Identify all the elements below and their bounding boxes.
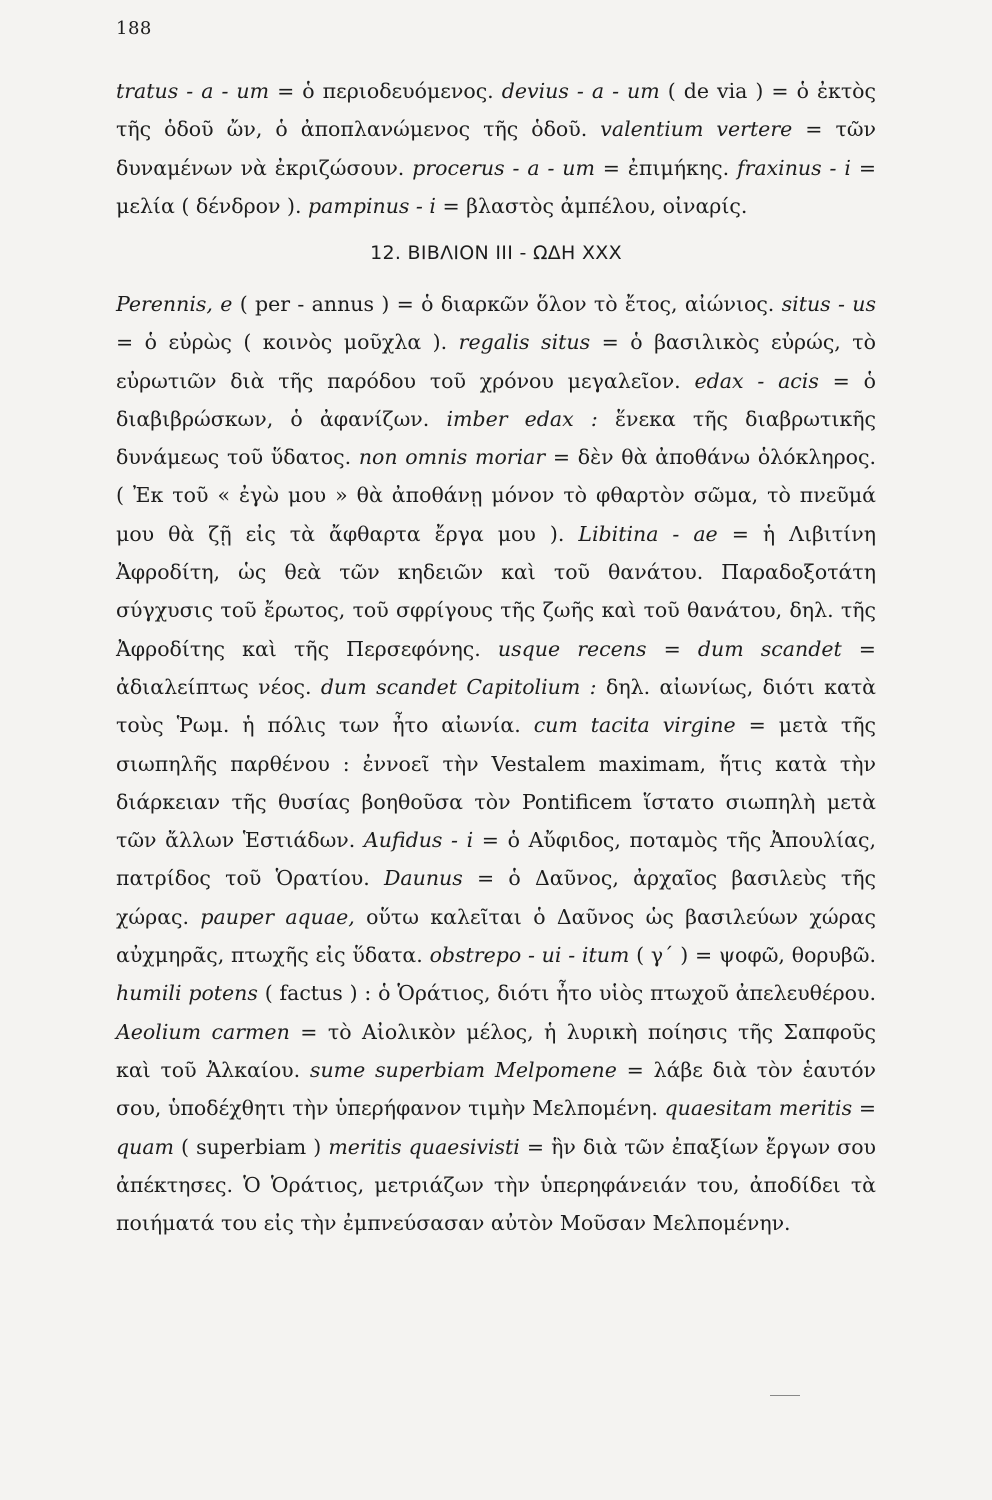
latin-term: devius - a - um	[501, 79, 660, 103]
latin-term: Libitina - ae	[578, 521, 718, 546]
latin-term: imber edax :	[446, 406, 598, 431]
latin-term: usque recens = dum scandet	[497, 636, 842, 661]
latin-term: fraxinus - i	[736, 155, 851, 180]
greek-gloss: = τὸ Αἰολικὸν μέλος, ἡ λυρικὴ ποίησις τῆς Σαπφοῦς καὶ τοῦ Ἀλκαίου.	[116, 1019, 876, 1082]
latin-term: meritis quaesivisti	[328, 1134, 520, 1159]
scan-mark	[770, 1395, 800, 1396]
greek-gloss: ( superbiam )	[174, 1134, 329, 1159]
greek-gloss: = ἐπιμήκης.	[594, 155, 737, 180]
greek-gloss: = δὲν θὰ ἀποθάνω ὁλόκληρος. ( Ἐκ τοῦ « ἐγὼ μου » θὰ ἀποθάνῃ μόνον τὸ φθαρτὸν σῶμα, τὸ πνεῦμά μου θὰ ζῇ εἰς τὰ ἄφθαρτα ἔργα μου ).	[116, 445, 876, 546]
latin-term: non omnis moriar	[358, 445, 546, 470]
latin-term: Aufidus - i	[363, 828, 474, 853]
page-number: 188	[116, 18, 152, 39]
greek-gloss: = ὁ εὐρὼς ( κοινὸς μοῦχλα ).	[116, 330, 459, 355]
greek-gloss: = μελία ( δένδρον ).	[116, 155, 876, 218]
greek-gloss: ( factus ) : ὁ Ὁράτιος, διότι ἦτο υἱὸς πτωχοῦ ἀπελευθέρου.	[257, 981, 876, 1006]
greek-gloss: = ὁ Δαῦνος, ἀρχαῖος βασιλεὺς τῆς χώρας.	[116, 866, 876, 929]
greek-gloss: = ἡ Λιβιτίνη Ἀφροδίτη, ὡς θεὰ τῶν κηδειῶν καὶ τοῦ θανάτου. Παραδοξοτάτη σύγχυσις τοῦ ἔρωτος, τοῦ σφρίγους τῆς ζωῆς καὶ τοῦ θανάτου, δηλ. τῆς Ἀφροδίτης καὶ τῆς Περσεφόνης.	[116, 521, 876, 661]
greek-gloss: = ὁ περιοδευόμενος.	[269, 79, 502, 103]
section-heading: 12. ΒΙΒΛΙΟΝ III - ΩΔΗ XXX	[370, 242, 622, 264]
greek-gloss: = μετὰ τῆς σιωπηλῆς παρθένου : ἐννοεῖ τὴν Vestalem maximam, ἥτις κατὰ τὴν διάρκειαν τῆς θυσίας βοηθοῦσα τὸν Pontificem ἵστατο σιωπηλὴ μετὰ τῶν ἄλλων Ἑστιάδων.	[116, 713, 876, 853]
greek-gloss: ( de via ) = ὁ ἐκτὸς τῆς ὁδοῦ ὤν, ὁ ἀποπλανώμενος τῆς ὁδοῦ.	[116, 79, 876, 142]
latin-term: procerus - a - um	[412, 155, 595, 180]
notes-paragraph-1	[116, 72, 876, 225]
greek-gloss: = ἣν διὰ τῶν ἐπαξίων ἔργων σου ἀπέκτησες. Ὁ Ὁράτιος, μετριάζων τὴν ὑπερηφάνειάν του, ἀποδίδει τὰ ποιήματά του εἰς τὴν ἐμπνεύσασαν αὐτὸν Μοῦσαν Μελπομένην.	[116, 1134, 877, 1236]
latin-term: pampinus - i	[308, 193, 436, 218]
latin-term: tratus - a - um	[116, 79, 270, 103]
greek-gloss: = ὁ διαβιβρώσκων, ὁ ἀφανίζων.	[116, 368, 876, 431]
greek-gloss: = τῶν δυναμένων νὰ ἐκριζώσουν.	[116, 117, 876, 180]
latin-term: dum scandet Capitolium :	[320, 674, 597, 699]
latin-term: situs - us	[781, 292, 876, 316]
greek-gloss: οὕτω καλεῖται ὁ Δαῦνος ὡς βασιλεύων χώρας αὐχμηρᾶς, πτωχῆς εἰς ὕδατα.	[116, 904, 876, 968]
latin-term: Perennis, e	[116, 292, 233, 316]
greek-gloss: = βλαστὸς ἀμπέλου, οἰναρίς.	[435, 193, 748, 218]
latin-term: humili potens	[116, 981, 258, 1006]
greek-gloss: = λάβε διὰ τὸν ἑαυτόν σου, ὑποδέχθητι τὴν ὑπερήφανον τιμὴν Μελπομένη.	[116, 1057, 876, 1121]
greek-gloss: = ὁ Αὔφιδος, ποταμὸς τῆς Ἀπουλίας, πατρίδος τοῦ Ὁρατίου.	[116, 828, 876, 891]
greek-gloss: ( γ´ ) = ψοφῶ, θορυβῶ.	[629, 943, 877, 968]
greek-gloss: = ὁ βασιλικὸς εὐρώς, τὸ εὐρωτιῶν διὰ τῆς παρόδου τοῦ χρόνου μεγαλεῖον.	[116, 330, 876, 393]
latin-term: pauper aquae,	[200, 904, 355, 929]
latin-term: cum tacita virgine	[533, 713, 736, 738]
latin-term: sume superbiam Melpomene	[309, 1057, 617, 1082]
latin-term: regalis situs	[458, 330, 591, 355]
greek-gloss: δηλ. αἰωνίως, διότι κατὰ τοὺς Ῥωμ. ἡ πόλις των ἦτο αἰωνία.	[116, 674, 877, 738]
greek-gloss: ἕνεκα τῆς διαβρωτικῆς δυνάμεως τοῦ ὕδατος.	[116, 406, 876, 470]
latin-term: edax - acis	[694, 368, 819, 393]
notes-paragraph-2	[116, 285, 876, 1242]
greek-gloss: = ἀδιαλείπτως νέος.	[116, 636, 876, 699]
greek-gloss: ( per - annus ) = ὁ διαρκῶν ὅλον τὸ ἔτος, αἰώνιος.	[232, 292, 782, 316]
latin-term: Aeolium carmen	[116, 1019, 290, 1044]
latin-term: Daunus	[383, 866, 463, 891]
latin-term: valentium vertere	[600, 117, 793, 142]
latin-term: quaesitam meritis = quam	[116, 1096, 876, 1159]
latin-term: obstrepo - ui - itum	[429, 943, 630, 968]
